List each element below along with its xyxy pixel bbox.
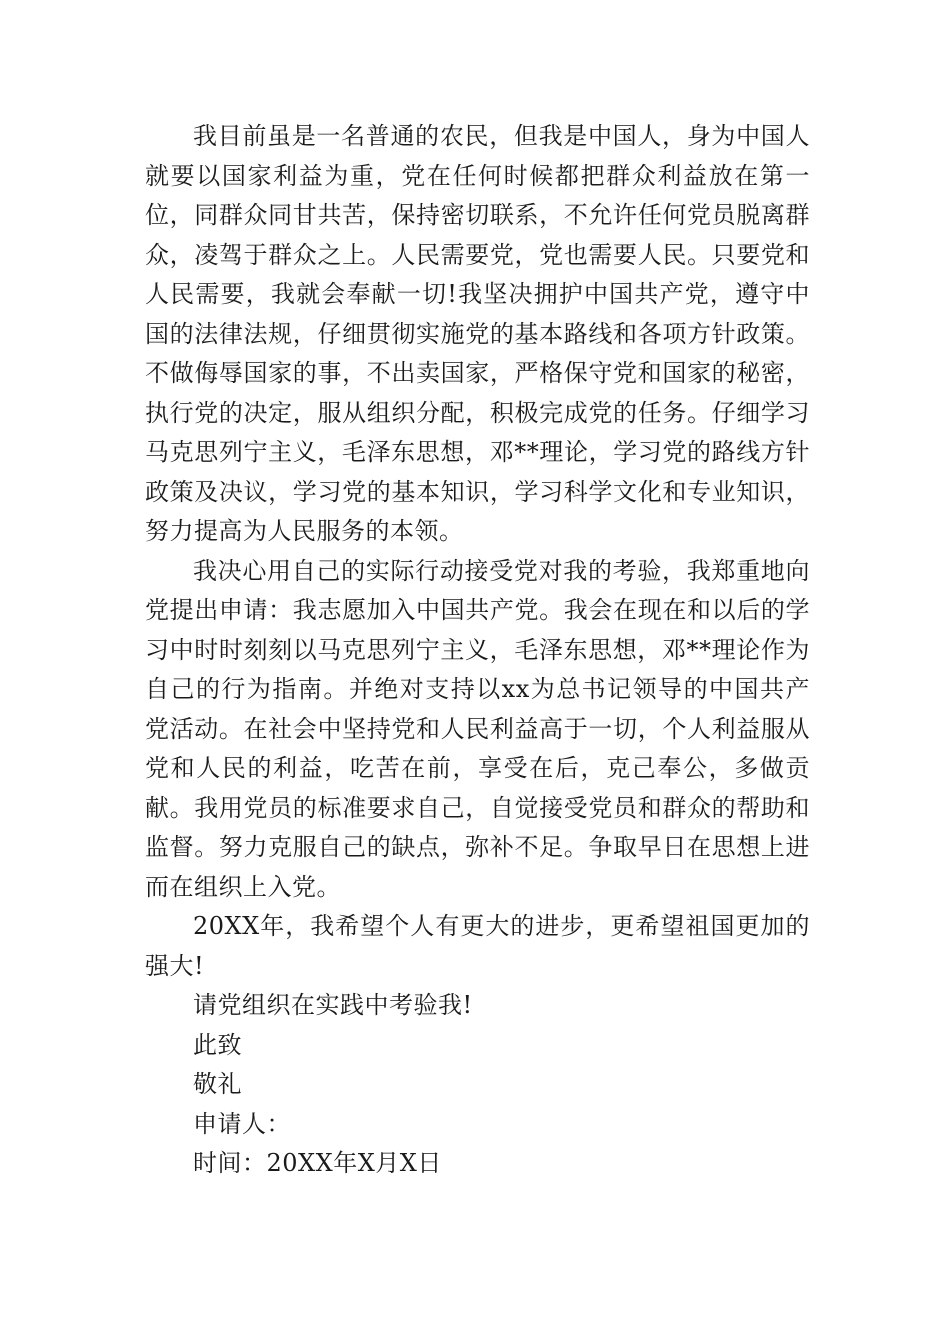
letter-body (145, 117, 810, 1184)
paragraph-1: 我目前虽是一名普通的农民，但我是中国人，身为中国人就要以国家利益为重，党在任何时候都把群众利益放在第一位，同群众同甘共苦，保持密切联系，不允许任何党员脱离群众，凌驾于群众之上。人民需要党，党也需要人民。只要党和人民需要，我就会奉献一切!我坚决拥护中国共产党，遵守中国的法律法规，仔细贯彻实施党的基本路线和各项方针政策。不做侮辱国家的事，不出卖国家，严格保守党和国家的秘密，执行党的决定，服从组织分配，积极完成党的任务。仔细学习马克思列宁主义，毛泽东思想，邓**理论，学习党的路线方针政策及决议，学习党的基本知识，学习科学文化和专业知识，努力提高为人民服务的本领。 (145, 122, 810, 545)
salutation-jingli: 敬礼 (193, 1070, 242, 1098)
paragraph-2: 我决心用自己的实际行动接受党对我的考验，我郑重地向党提出申请：我志愿加入中国共产党。我会在现在和以后的学习中时时刻刻以马克思列宁主义，毛泽东思想，邓**理论作为自己的行为指南。并绝对支持以xx为总书记领导的中国共产党活动。在社会中坚持党和人民利益高于一切，个人利益服从党和人民的利益，吃苦在前，享受在后，克己奉公，多做贡献。我用党员的标准要求自己，自觉接受党员和群众的帮助和监督。努力克服自己的缺点，弥补不足。争取早日在思想上进而在组织上入党。 (145, 556, 810, 901)
applicant-label: 申请人： (193, 1109, 291, 1138)
paragraph-3: 20XX年，我希望个人有更大的进步，更希望祖国更加的强大! (145, 912, 810, 980)
salutation-cizhi: 此致 (193, 1030, 242, 1059)
closing-request: 请党组织在实践中考验我! (193, 991, 473, 1019)
date-line: 时间：20XX年X月X日 (193, 1149, 442, 1177)
